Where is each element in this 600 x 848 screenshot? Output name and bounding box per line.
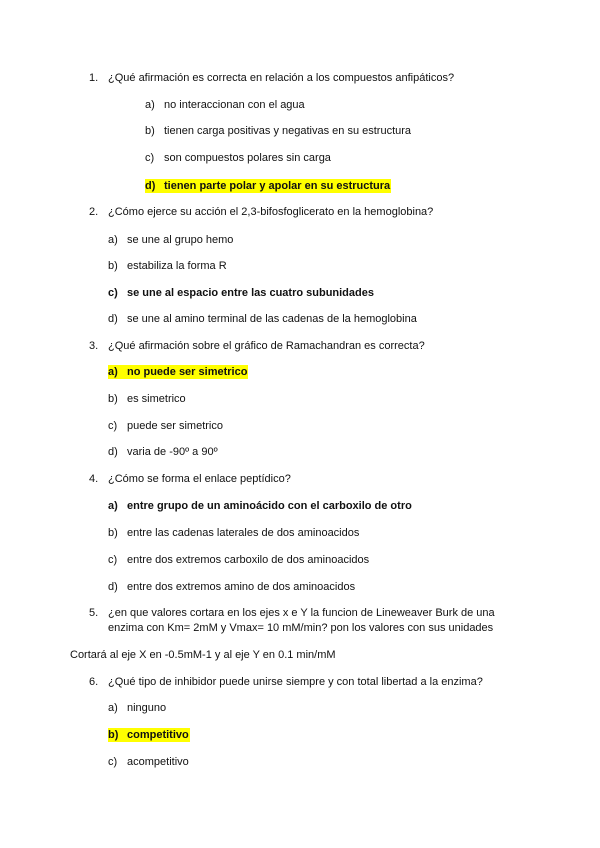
question-text: ¿Qué afirmación sobre el gráfico de Ramachandran es correcta? — [108, 340, 425, 352]
option-text: entre las cadenas laterales de dos aminoacidos — [127, 527, 360, 539]
option-content — [108, 259, 228, 273]
option-a — [108, 365, 248, 379]
option-text: es simetrico — [127, 393, 186, 405]
option-b — [108, 728, 190, 742]
option-label: c) — [108, 287, 118, 299]
option-text: se une al grupo hemo — [127, 234, 234, 246]
option-label: d) — [145, 180, 156, 192]
option-label: a) — [108, 500, 118, 512]
option-d — [108, 580, 356, 594]
option-label: c) — [108, 756, 118, 768]
option-text: ninguno — [127, 702, 167, 714]
option-label: b) — [108, 393, 118, 405]
option-d — [145, 179, 391, 193]
option-b — [145, 124, 412, 138]
option-label: b) — [108, 260, 118, 272]
question-number: 5. — [89, 607, 99, 619]
option-content — [108, 526, 360, 540]
option-b — [108, 392, 187, 406]
question-number: 3. — [89, 340, 99, 352]
option-text: estabiliza la forma R — [127, 260, 227, 272]
option-text: entre grupo de un aminoácido con el carboxilo de otro — [127, 500, 412, 512]
question-text: ¿Cómo ejerce su acción el 2,3-bifosfoglicerato en la hemoglobina? — [108, 206, 434, 218]
option-content — [108, 365, 248, 379]
option-text: tienen carga positivas y negativas en su estructura — [164, 125, 412, 137]
option-text: competitivo — [127, 729, 189, 741]
option-a — [108, 233, 234, 247]
question-text: ¿Cómo se forma el enlace peptídico? — [108, 473, 291, 485]
option-a — [108, 499, 413, 513]
option-label: a) — [108, 702, 118, 714]
option-content — [108, 499, 413, 513]
option-text: puede ser simetrico — [127, 420, 223, 432]
option-b — [108, 526, 360, 540]
option-content — [108, 233, 234, 247]
option-c — [145, 151, 332, 165]
option-text: se une al amino terminal de las cadenas de la hemoglobina — [127, 313, 417, 325]
option-c — [108, 755, 190, 769]
option-label: b) — [145, 125, 155, 137]
option-text: acompetitivo — [127, 756, 189, 768]
option-content — [145, 179, 391, 193]
option-content — [108, 553, 370, 567]
option-content — [108, 419, 224, 433]
option-content — [108, 445, 219, 459]
question-text: ¿Qué afirmación es correcta en relación a los compuestos anfipáticos? — [108, 72, 455, 84]
option-b — [108, 259, 228, 273]
question-number: 6. — [89, 676, 99, 688]
option-text: no puede ser simetrico — [127, 366, 248, 378]
option-text: entre dos extremos carboxilo de dos aminoacidos — [127, 554, 370, 566]
option-label: a) — [145, 99, 155, 111]
option-label: d) — [108, 581, 118, 593]
option-text: varia de -90º a 90º — [127, 446, 218, 458]
option-label: d) — [108, 313, 118, 325]
question-number: 4. — [89, 473, 99, 485]
option-content — [108, 701, 167, 715]
option-label: c) — [145, 152, 155, 164]
question-number: 2. — [89, 206, 99, 218]
option-d — [108, 312, 418, 326]
option-label: d) — [108, 446, 118, 458]
option-label: c) — [108, 420, 118, 432]
option-content — [108, 728, 190, 742]
option-text: no interaccionan con el agua — [164, 99, 305, 111]
option-a — [145, 98, 306, 112]
option-content — [145, 98, 306, 112]
option-label: c) — [108, 554, 118, 566]
option-label: a) — [108, 366, 118, 378]
option-text: se une al espacio entre las cuatro subunidades — [127, 287, 374, 299]
option-content — [145, 124, 412, 138]
option-a — [108, 701, 167, 715]
option-label: a) — [108, 234, 118, 246]
option-content — [108, 286, 375, 300]
option-label: b) — [108, 527, 118, 539]
option-content — [108, 392, 187, 406]
option-c — [108, 286, 375, 300]
option-text: tienen parte polar y apolar en su estructura — [164, 180, 391, 192]
option-text: son compuestos polares sin carga — [164, 152, 331, 164]
option-c — [108, 419, 224, 433]
question-text-continued: enzima con Km= 2mM y Vmax= 10 mM/min? pon los valores con sus unidades — [108, 622, 494, 634]
option-text: entre dos extremos amino de dos aminoacidos — [127, 581, 356, 593]
option-content — [145, 151, 332, 165]
option-content — [108, 312, 418, 326]
option-content — [108, 755, 190, 769]
question-text: ¿Qué tipo de inhibidor puede unirse siempre y con total libertad a la enzima? — [108, 676, 483, 688]
option-d — [108, 445, 219, 459]
answer-text: Cortará al eje X en -0.5mM-1 y al eje Y en 0.1 min/mM — [70, 649, 336, 661]
question-number: 1. — [89, 72, 99, 84]
option-content — [108, 580, 356, 594]
question-text: ¿en que valores cortara en los ejes x e Y la funcion de Lineweaver Burk de una — [108, 607, 495, 619]
option-label: b) — [108, 729, 119, 741]
option-c — [108, 553, 370, 567]
